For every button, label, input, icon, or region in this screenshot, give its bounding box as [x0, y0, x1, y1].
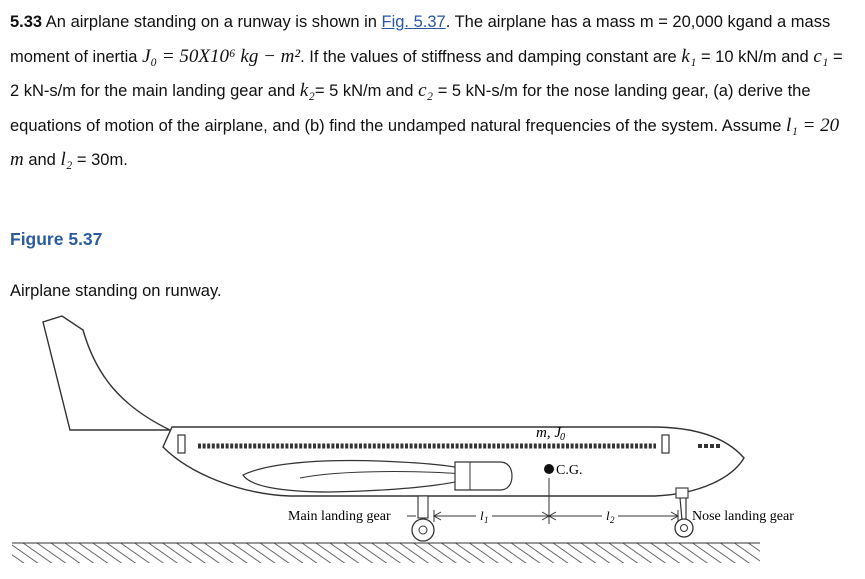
problem-text: = 5 kN/m and [314, 82, 419, 100]
cg-label: C.G. [556, 463, 583, 478]
figure-title: Figure 5.37 [10, 229, 103, 249]
problem-text: = 10 kN/m and [696, 47, 814, 66]
c1-symbol: c₁ [813, 45, 829, 67]
nose-gear-hub [681, 525, 688, 532]
problem-number: 5.33 [10, 13, 43, 31]
runway-ground [12, 543, 760, 563]
problem-text: = 5 kN-s/m for the nose landing gear, (a) derive the equations of motion of the airplane, and (b) find the undamped natural frequencies of the system. Assume [10, 82, 811, 135]
front-door [662, 435, 669, 453]
l2-label: l [606, 508, 610, 523]
nose-gear-strut [680, 498, 682, 520]
l2-label-subscript: 2 [610, 515, 615, 525]
problem-text: . The airplane has a mass m = 20,000 kgand a mass moment of inertia [10, 13, 831, 66]
main-gear-strut [418, 496, 428, 518]
l1-label-subscript: 1 [484, 515, 489, 525]
main-gear-hub [419, 526, 427, 534]
k2-symbol: k₂ [299, 80, 315, 101]
problem-text: . If the values of stiffness and damping constant are [300, 47, 682, 66]
l1-expression: l₁ = 20 m [10, 114, 840, 170]
airplane-diagram [0, 300, 865, 579]
mass-label: m, J [536, 425, 561, 441]
main-gear-label: Main landing gear [288, 509, 391, 524]
figure-caption: Airplane standing on runway. [10, 282, 222, 300]
figure-link[interactable]: Fig. 5.37 [381, 13, 446, 31]
c2-symbol: c₂ [418, 80, 434, 101]
mass-label-subscript: 0 [560, 432, 565, 443]
nose-gear-mount [676, 488, 688, 498]
problem-statement [10, 6, 855, 178]
l1-label: l [480, 508, 484, 523]
problem-text: An airplane standing on a runway is shown in [42, 13, 382, 31]
cg-dot [544, 464, 554, 474]
rear-door [178, 435, 185, 453]
problem-text: = 2 kN-s/m for the main landing gear and [10, 47, 843, 100]
inertia-expression: J₀ = 50X10⁶ kg − m² [142, 45, 301, 67]
nose-gear-label: Nose landing gear [692, 509, 794, 524]
l2-symbol: l₂ [60, 149, 73, 170]
problem-text: = 30m. [72, 151, 128, 169]
k1-symbol: k₁ [681, 45, 697, 67]
tail-fin [43, 316, 170, 430]
engine [455, 462, 512, 490]
fuselage [163, 427, 744, 496]
problem-text: and [23, 151, 61, 169]
